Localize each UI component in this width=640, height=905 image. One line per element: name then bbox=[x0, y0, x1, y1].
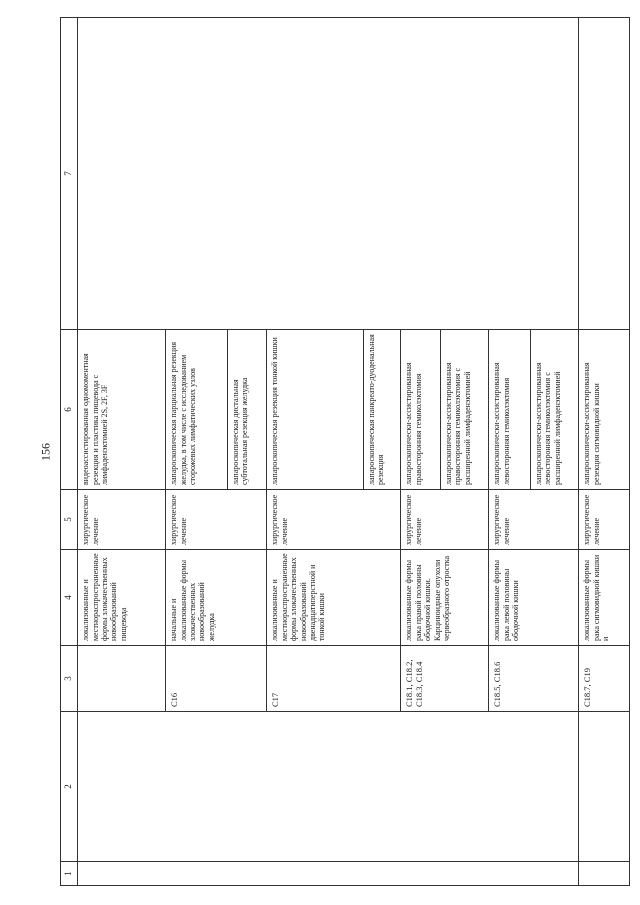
column-header-6: 6 bbox=[61, 330, 78, 490]
table-row bbox=[579, 18, 630, 886]
column-header-2: 2 bbox=[61, 712, 78, 862]
method-cell: видеоассистированная одномоментная резекция и пластика пищевода с лимфаденэктомией 2S, 2F, 3F bbox=[78, 330, 166, 490]
method-cell: лапароскопически-ассистированная правосторонняя гемиколэктомия с расширенной лимфаденэктомией bbox=[440, 330, 488, 490]
method-cell: лапароскопически-ассистированная левосторонняя гемиколэктомия bbox=[489, 330, 531, 490]
table-row bbox=[78, 18, 166, 886]
diagnosis-cell: начальные и локализованные формы злокачественных новообразований желудка bbox=[166, 550, 267, 646]
method-cell: лапароскопически-ассистированная левосторонняя гемиколэктомия с расширенной лимфаденэктомией bbox=[531, 330, 579, 490]
cell-col1 bbox=[78, 862, 579, 886]
method-cell: лапароскопически-ассистированная правосторонняя гемиколэктомия bbox=[401, 330, 441, 490]
treatment-type-cell: хирургическое лечение bbox=[579, 490, 630, 550]
icd-code-cell: C18.5, C18.6 bbox=[489, 646, 579, 712]
cell-col7 bbox=[78, 18, 579, 330]
icd-code-cell bbox=[78, 646, 166, 712]
method-cell: лапароскопическая панкреато-дуоденальная резекция bbox=[363, 330, 400, 490]
diagnosis-cell: локализованные и местнораспространенные формы злокачественных новообразований двенадцатиперстной и тонкой кишки bbox=[267, 550, 401, 646]
method-cell: лапароскопически-ассистированная резекция сигмовидной кишки bbox=[579, 330, 630, 490]
column-header-5: 5 bbox=[61, 490, 78, 550]
icd-code-cell: C17 bbox=[267, 646, 401, 712]
column-header-3: 3 bbox=[61, 646, 78, 712]
column-header-1: 1 bbox=[61, 862, 78, 886]
diagnosis-cell: локализованные и местнораспространенные формы злокачественных новообразований пищевода bbox=[78, 550, 166, 646]
treatment-table bbox=[60, 17, 630, 886]
icd-code-cell: C18.1, C18.2, C18.3, C18.4 bbox=[401, 646, 489, 712]
page-number: 156 bbox=[38, 443, 53, 461]
diagnosis-cell: локализованные формы рака правой половины ободочной кишки. Карциноидные опухоли червеобразного отростка bbox=[401, 550, 489, 646]
method-cell: лапароскопическая парциальная резекция желудка, в том числе с исследованием сторожевых лимфатических узлов bbox=[166, 330, 228, 490]
diagnosis-cell: локализованные формы рака левой половины ободочной кишки bbox=[489, 550, 579, 646]
treatment-type-cell: хирургическое лечение bbox=[78, 490, 166, 550]
column-header-4: 4 bbox=[61, 550, 78, 646]
cell-col2 bbox=[579, 712, 630, 862]
table-wrapper bbox=[60, 18, 630, 886]
method-cell: лапароскопическая резекция тонкой кишки bbox=[267, 330, 364, 490]
treatment-type-cell: хирургическое лечение bbox=[489, 490, 579, 550]
cell-col7 bbox=[579, 18, 630, 330]
treatment-type-cell: хирургическое лечение bbox=[267, 490, 401, 550]
method-cell: лапароскопическая дистальная субтотальная резекция желудка bbox=[227, 330, 267, 490]
treatment-type-cell: хирургическое лечение bbox=[166, 490, 267, 550]
cell-col2 bbox=[78, 712, 579, 862]
treatment-type-cell: хирургическое лечение bbox=[401, 490, 489, 550]
column-header-7: 7 bbox=[61, 18, 78, 330]
icd-code-cell: C18.7, C19 bbox=[579, 646, 630, 712]
diagnosis-cell: локализованные формы рака сигмовидной кишки и bbox=[579, 550, 630, 646]
rotated-page bbox=[60, 18, 630, 886]
icd-code-cell: C16 bbox=[166, 646, 267, 712]
header-row bbox=[61, 18, 78, 886]
cell-col1 bbox=[579, 862, 630, 886]
